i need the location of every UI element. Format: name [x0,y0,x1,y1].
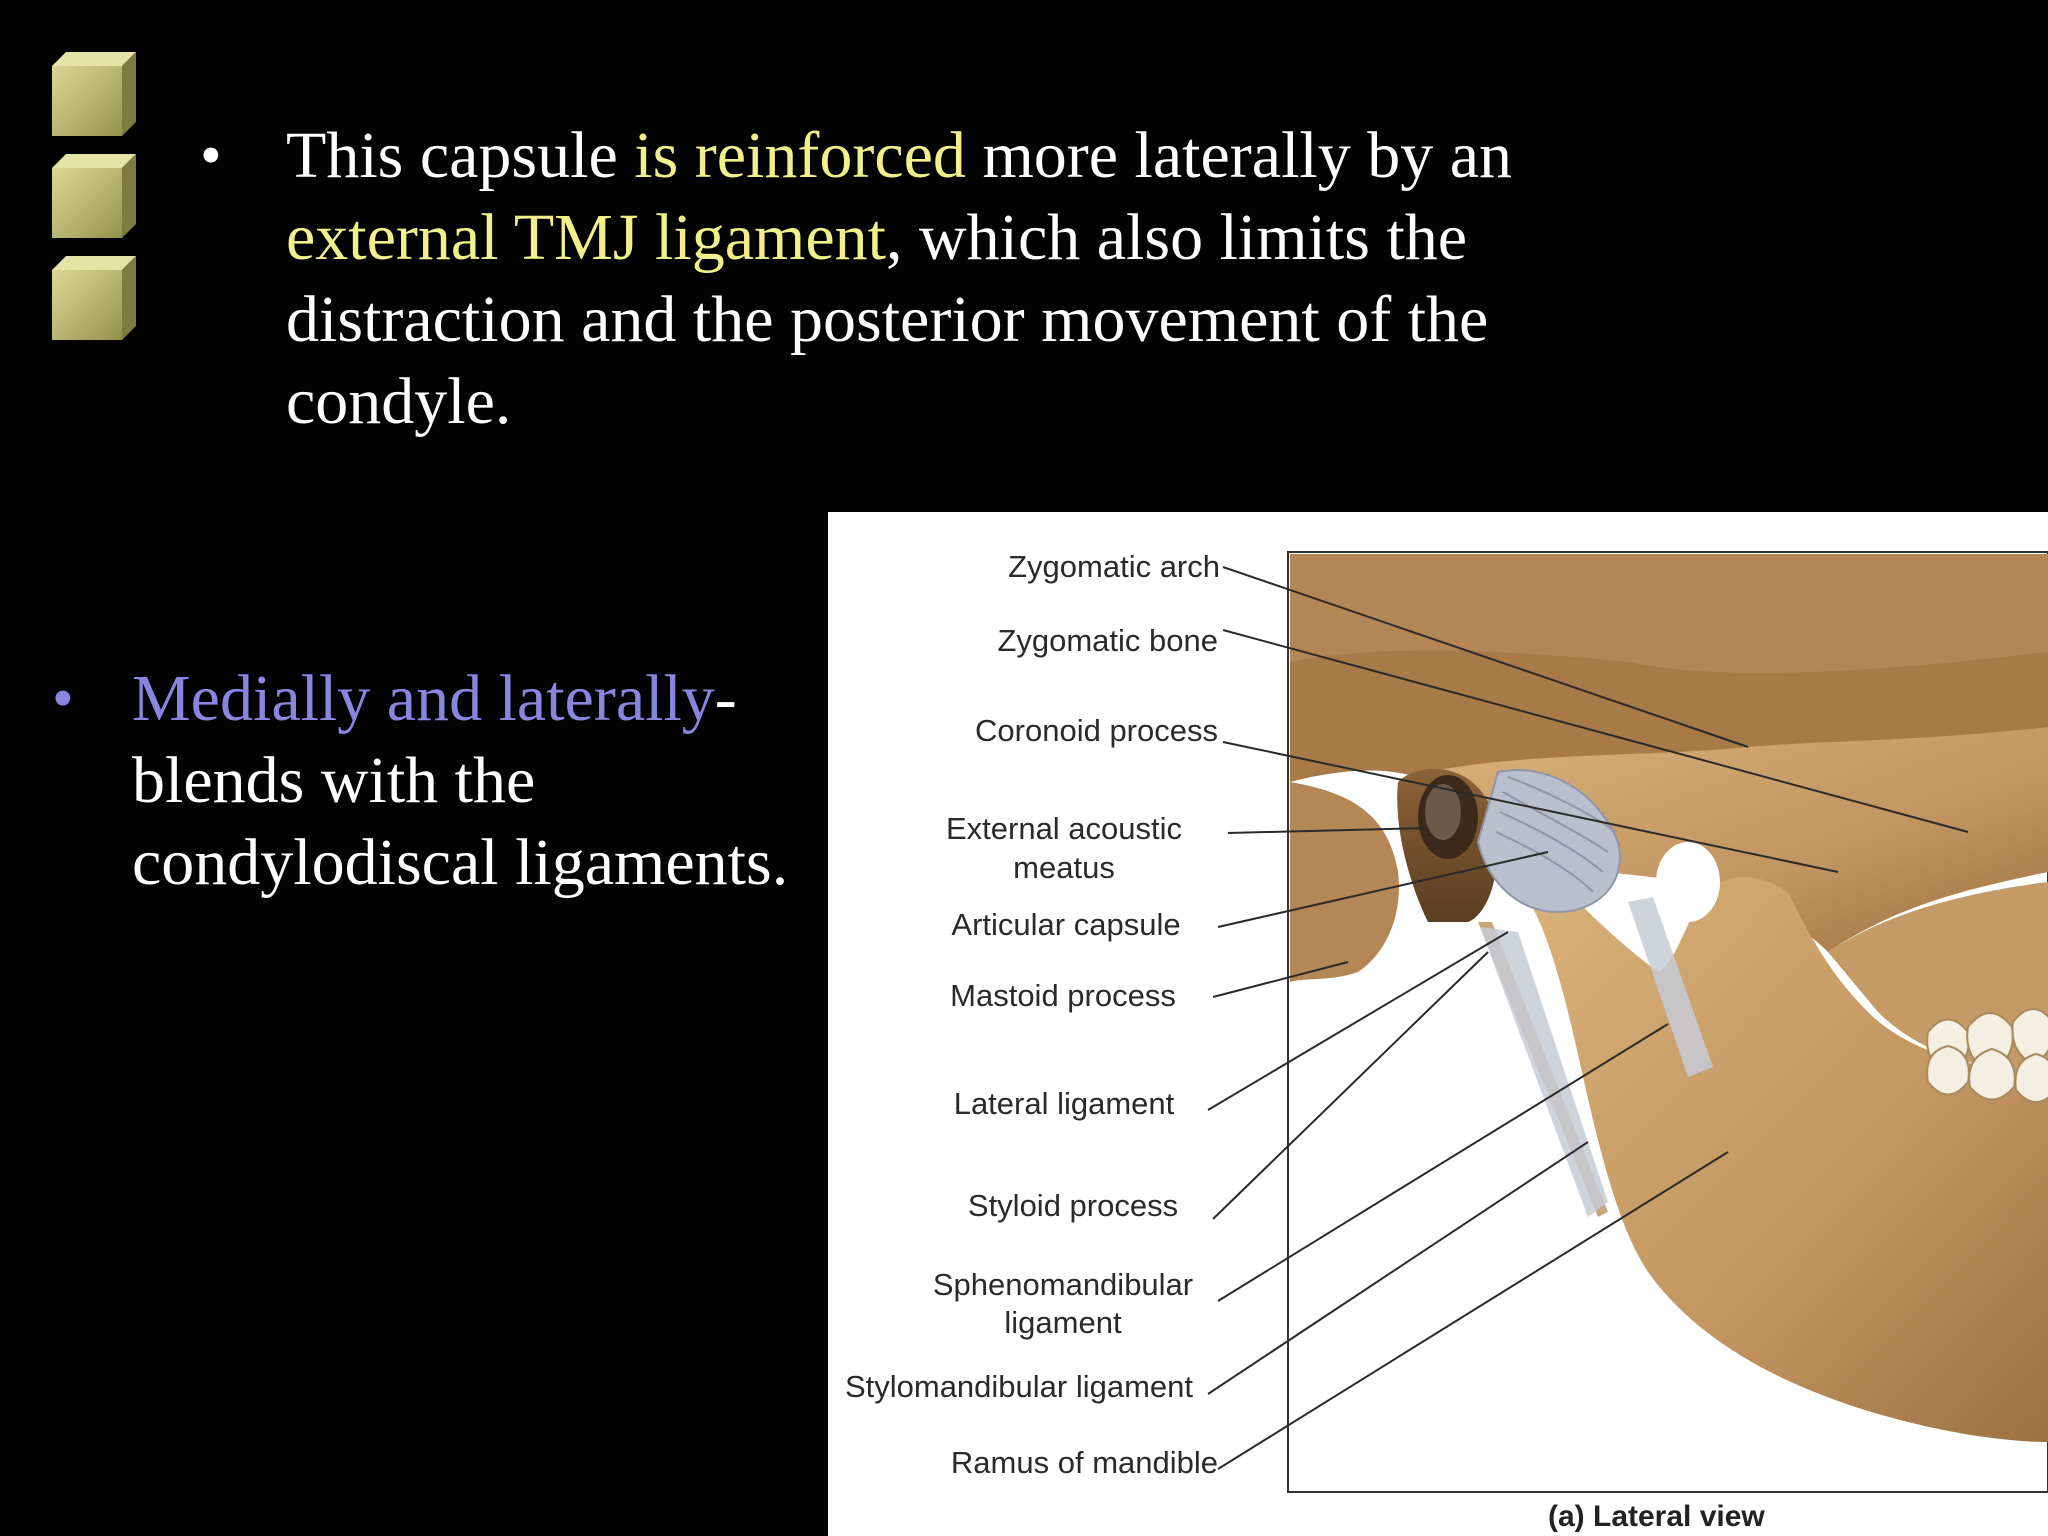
label-lateral-ligament: Lateral ligament [953,1086,1175,1121]
bullet-text-segment: , which also limits the distraction and the posterior movement of the condyle. [286,201,1489,438]
highlight-external-tmj-ligament: external TMJ ligament [286,201,886,274]
highlight-is-reinforced: is reinforced [634,119,966,192]
label-mastoid-process: Mastoid process [950,978,1176,1013]
teeth [1927,1009,2048,1102]
bullet-text-segment: more laterally by an [965,119,1513,192]
bullet-marker: • [52,665,74,733]
bullet-text [286,115,1686,443]
label-zygomatic-bone: Zygomatic bone [997,623,1218,658]
tmj-lateral-view-figure [828,512,2048,1536]
highlight-medially-and-laterally: Medially and laterally [132,662,715,735]
bullet-marker: • [200,122,222,190]
decorative-cube-icon [52,52,136,136]
label-coronoid-process: Coronoid process [975,713,1218,748]
decorative-cube-icon [52,154,136,238]
decorative-cube-icon [52,256,136,340]
label-zygomatic-arch: Zygomatic arch [1008,549,1220,584]
label-external-acoustic: External acoustic [945,811,1183,846]
label-stylomandibular-ligament: Stylomandibular ligament [844,1369,1194,1404]
label-ramus-of-mandible: Ramus of mandible [950,1445,1218,1480]
label-sphenomandibular: Sphenomandibular [932,1267,1194,1302]
bullet-text [132,658,892,904]
label-ligament: ligament [1004,1305,1122,1340]
sigmoid-notch [1656,842,1720,922]
label-styloid-process: Styloid process [967,1188,1179,1223]
label-meatus: meatus [1013,850,1115,885]
label-articular-capsule: Articular capsule [951,907,1181,942]
bullet-text-segment: - blends with the condylodiscal ligaments. [132,662,789,899]
figure-caption: (a) Lateral view [1548,1500,1765,1533]
bullet-text-segment: This capsule [286,119,635,192]
